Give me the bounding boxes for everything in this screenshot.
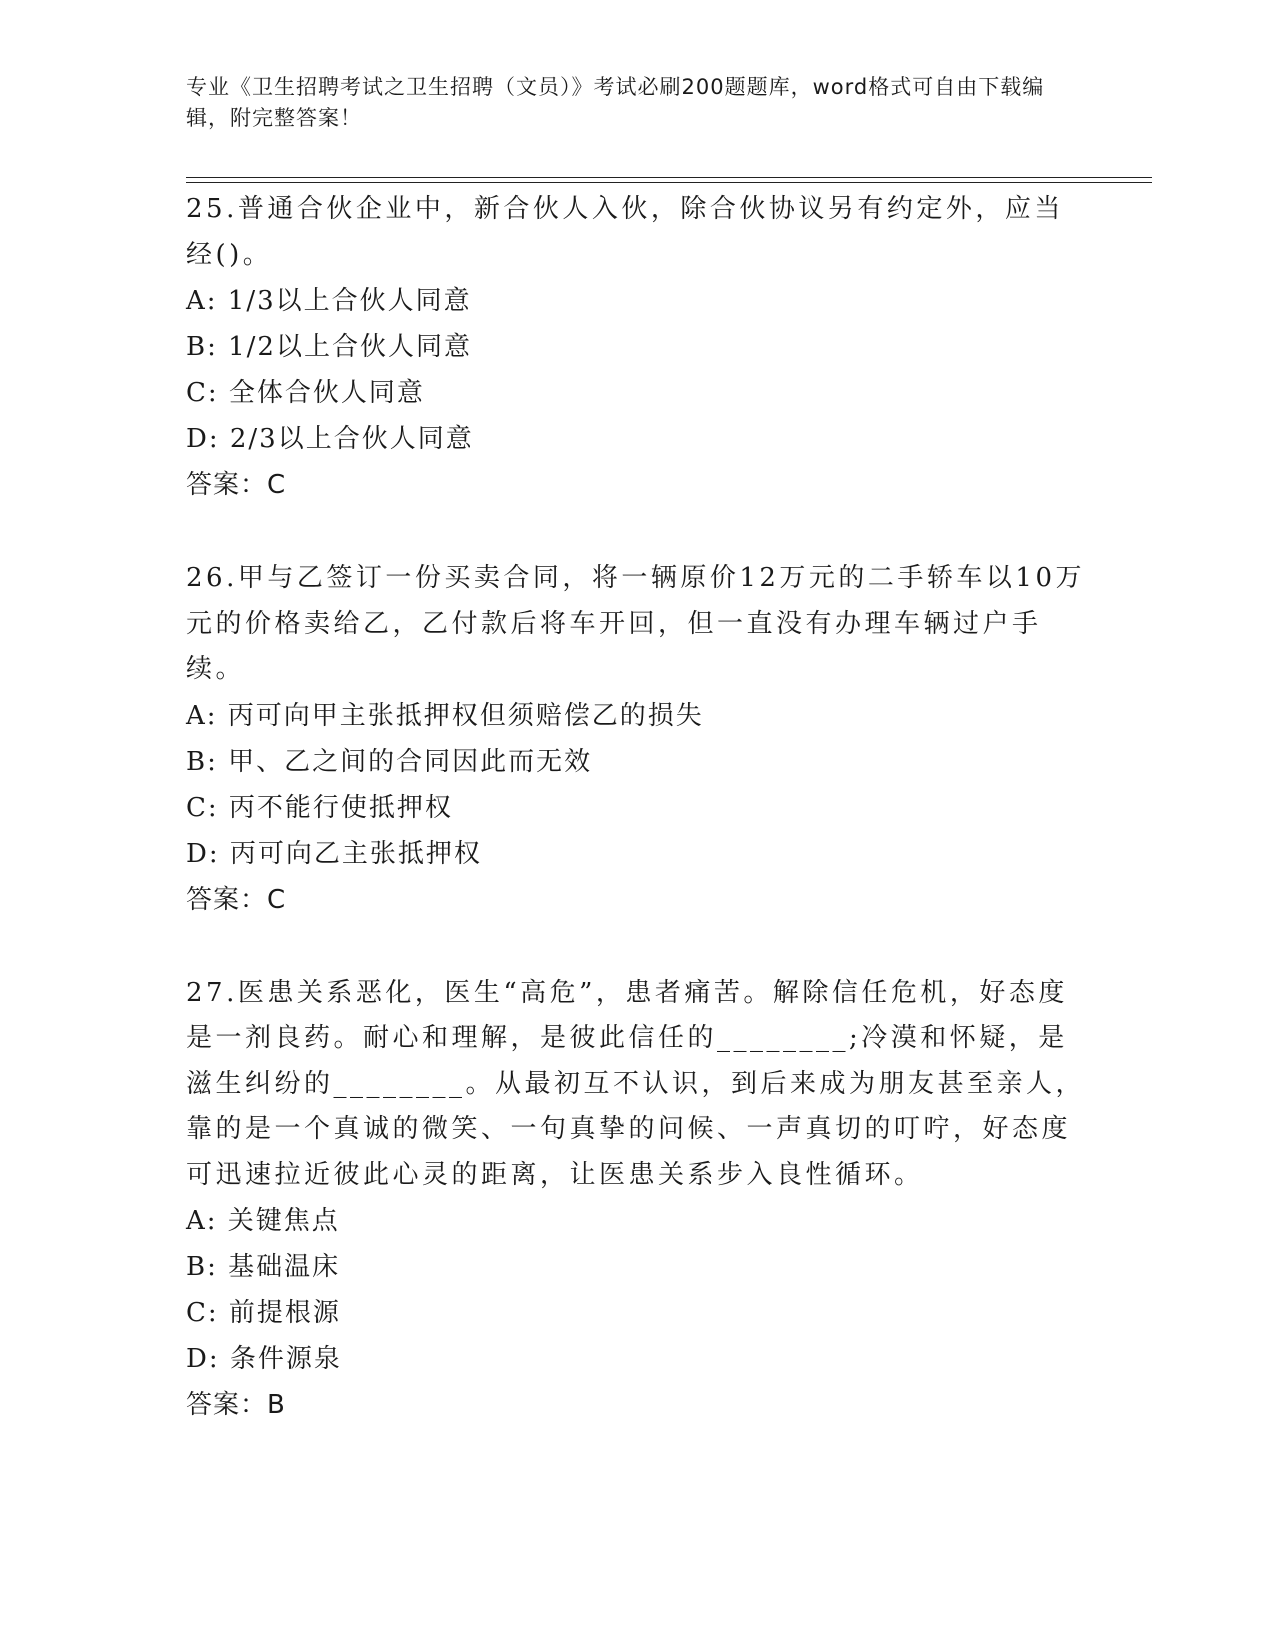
question-stem: 25.普通合伙企业中，新合伙人入伙，除合伙协议另有约定外，应当经()。 — [186, 194, 1064, 270]
option-c: C: 前提根源 — [186, 1298, 341, 1328]
option-c: C: 丙不能行使抵押权 — [186, 792, 453, 823]
option-d: D: 丙可向乙主张抵押权 — [186, 838, 482, 869]
option-c: C: 全体合伙人同意 — [186, 378, 425, 408]
option-d: D: 条件源泉 — [186, 1344, 342, 1374]
question-stem: 26.甲与乙签订一份买卖合同，将一辆原价12万元的二手轿车以10万元的价格卖给乙，乙付款后将车开回，但一直没有办理车辆过户手续。 — [186, 563, 1086, 684]
question-27 — [186, 971, 1086, 1429]
header-divider-bottom — [186, 182, 1152, 183]
answer-label: 答案：B — [186, 1390, 286, 1420]
option-a: A: 1/3以上合伙人同意 — [186, 286, 472, 316]
option-b: B: 1/2以上合伙人同意 — [186, 332, 472, 362]
answer-label: 答案：C — [186, 470, 287, 500]
question-stem: 27.医患关系恶化，医生“高危”，患者痛苦。解除信任危机，好态度是一剂良药。耐心和理解，是彼此信任的________;冷漠和怀疑，是滋生纠纷的________。从最初互不认识，到后来成为朋友甚至亲人，靠的是一个真诚的微笑、一句真挚的问候、一声真切的叮咛，好态度可迅速拉近彼此心灵的距离，让医患关系步入良性循环。 — [186, 977, 1086, 1190]
document-header: 专业《卫生招聘考试之卫生招聘（文员）》考试必刷200题题库，word格式可自由下载编辑，附完整答案！ — [186, 75, 1045, 130]
option-b: B: 基础温床 — [186, 1252, 341, 1282]
question-26 — [186, 556, 1086, 923]
option-d: D: 2/3以上合伙人同意 — [186, 424, 474, 454]
answer-label: 答案：C — [186, 884, 287, 915]
option-a: A: 丙可向甲主张抵押权但须赔偿乙的损失 — [186, 700, 704, 731]
header-divider-top — [186, 177, 1152, 178]
question-list — [186, 187, 1086, 1476]
option-a: A: 关键焦点 — [186, 1206, 340, 1236]
question-25 — [186, 187, 1086, 508]
option-b: B: 甲、乙之间的合同因此而无效 — [186, 746, 593, 777]
